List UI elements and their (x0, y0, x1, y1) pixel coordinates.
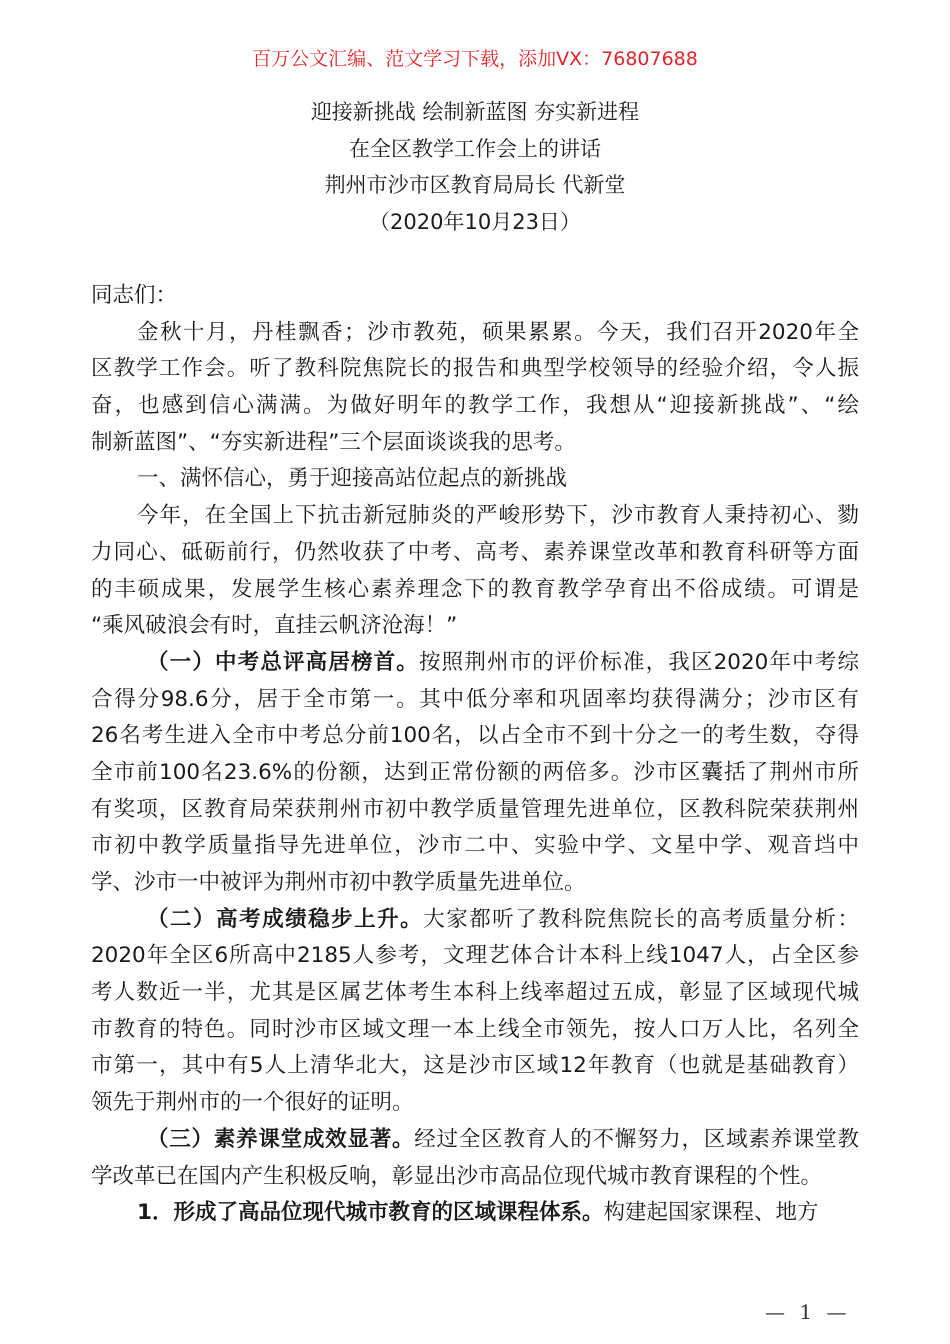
text-line (91, 1195, 859, 1232)
text-line (91, 792, 859, 829)
line-text: “乘风破浪会有时，直挂云帆济沧海！” (91, 613, 458, 639)
text-line (91, 278, 859, 315)
line-text: 金秋十月，丹桂飘香；沙市教苑，硕果累累。今天，我们召开2020年全 (137, 319, 859, 345)
text-line (91, 755, 859, 792)
text-line (91, 388, 859, 425)
line-text: 领先于荆州市的一个很好的证明。 (91, 1090, 414, 1116)
line-text: 考人数近一半，尤其是区属艺体考生本科上线率超过五成，彰显了区域现代城 (91, 980, 859, 1006)
text-line (91, 1159, 859, 1196)
text-line (91, 315, 859, 352)
bold-lead: （一）中考总评高居榜首。 (147, 649, 419, 675)
line-text: 力同心、砥砺前行，仍然收获了中考、高考、素养课堂改革和教育科研等方面 (91, 539, 859, 565)
speaker-line: 荆州市沙市区教育局局长 代新堂 (324, 173, 626, 197)
text-line (91, 938, 859, 975)
text-line (91, 608, 859, 645)
text-line (91, 535, 859, 572)
line-text: 今年，在全国上下抗击新冠肺炎的严峻形势下，沙市教育人秉持初心、勠 (137, 503, 859, 529)
line-text: 同志们： (91, 283, 178, 308)
line-text: 经过全区教育人的不懈努力，区域素养课堂教 (414, 1126, 859, 1152)
line-text: 制新蓝图”、“夯实新进程”三个层面谈谈我的思考。 (91, 429, 576, 455)
text-line (91, 902, 859, 939)
text-line (91, 718, 859, 755)
text-line (91, 865, 859, 902)
line-text: 有奖项，区教育局荣获荆州市初中教学质量管理先进单位，区教科院荣获荆州 (91, 796, 859, 822)
section-heading (91, 461, 859, 498)
line-text: 26名考生进入全市中考总分前100名，以占全市不到十分之一的考生数，夺得 (91, 723, 859, 749)
text-line (91, 1012, 859, 1049)
bold-lead: （二）高考成绩稳步上升。 (147, 906, 424, 932)
line-text: 市教育的特色。同时沙市区域文理一本上线全市领先，按人口万人比，名列全 (91, 1016, 859, 1042)
line-text: 奋，也感到信心满满。为做好明年的教学工作，我想从“迎接新挑战”、“绘 (91, 393, 859, 419)
line-text: 构建起国家课程、地方 (603, 1200, 819, 1226)
line-text: 一、满怀信心，勇于迎接高站位起点的新挑战 (137, 466, 568, 492)
document-title: 迎接新挑战 绘制新蓝图 夯实新进程 (310, 100, 640, 124)
line-text: 大家都听了教科院焦院长的高考质量分析： (423, 906, 859, 932)
bold-lead: 1．形成了高品位现代城市教育的区域课程体系。 (137, 1200, 604, 1226)
document-body (91, 278, 859, 1232)
document-subtitle: 在全区教学工作会上的讲话 (349, 137, 601, 161)
line-text: 市初中教学质量指导先进单位，沙市二中、实验中学、文星中学、观音垱中 (91, 833, 859, 859)
watermark-banner: 百万公文汇编、范文学习下载，添加VX：76807688 (252, 48, 698, 70)
line-text: 的丰硕成果，发展学生核心素养理念下的教育教学孕育出不俗成绩。可谓是 (91, 576, 859, 602)
text-line (91, 828, 859, 865)
text-line (91, 1122, 859, 1159)
text-line (91, 425, 859, 462)
text-line (91, 1085, 859, 1122)
line-text: 区教学工作会。听了教科院焦院长的报告和典型学校领导的经验介绍，令人振 (91, 356, 859, 382)
speech-date: （2020年10月23日） (369, 210, 581, 234)
text-line (91, 498, 859, 535)
text-line (91, 1048, 859, 1085)
page-number: — 1 — (765, 1300, 851, 1324)
text-line (91, 351, 859, 388)
text-line (91, 645, 859, 682)
line-text: 全市前100名23.6%的份额，达到正常份额的两倍多。沙市区囊括了荆州市所 (91, 759, 859, 785)
line-text: 学改革已在国内产生积极反响，彰显出沙市高品位现代城市教育课程的个性。 (91, 1163, 823, 1189)
line-text: 市第一，其中有5人上清华北大，这是沙市区域12年教育（也就是基础教育） (91, 1053, 859, 1079)
line-text: 按照荆州市的评价标准，我区2020年中考综 (418, 649, 859, 675)
line-text: 学、沙市一中被评为荆州市初中教学质量先进单位。 (91, 870, 586, 895)
line-text: 合得分98.6分，居于全市第一。其中低分率和巩固率均获得满分；沙市区有 (91, 686, 859, 712)
bold-lead: （三）素养课堂成效显著。 (147, 1126, 415, 1152)
text-line (91, 572, 859, 609)
line-text: 2020年全区6所高中2185人参考，文理艺体合计本科上线1047人，占全区参 (91, 943, 859, 969)
text-line (91, 975, 859, 1012)
text-line (91, 682, 859, 719)
